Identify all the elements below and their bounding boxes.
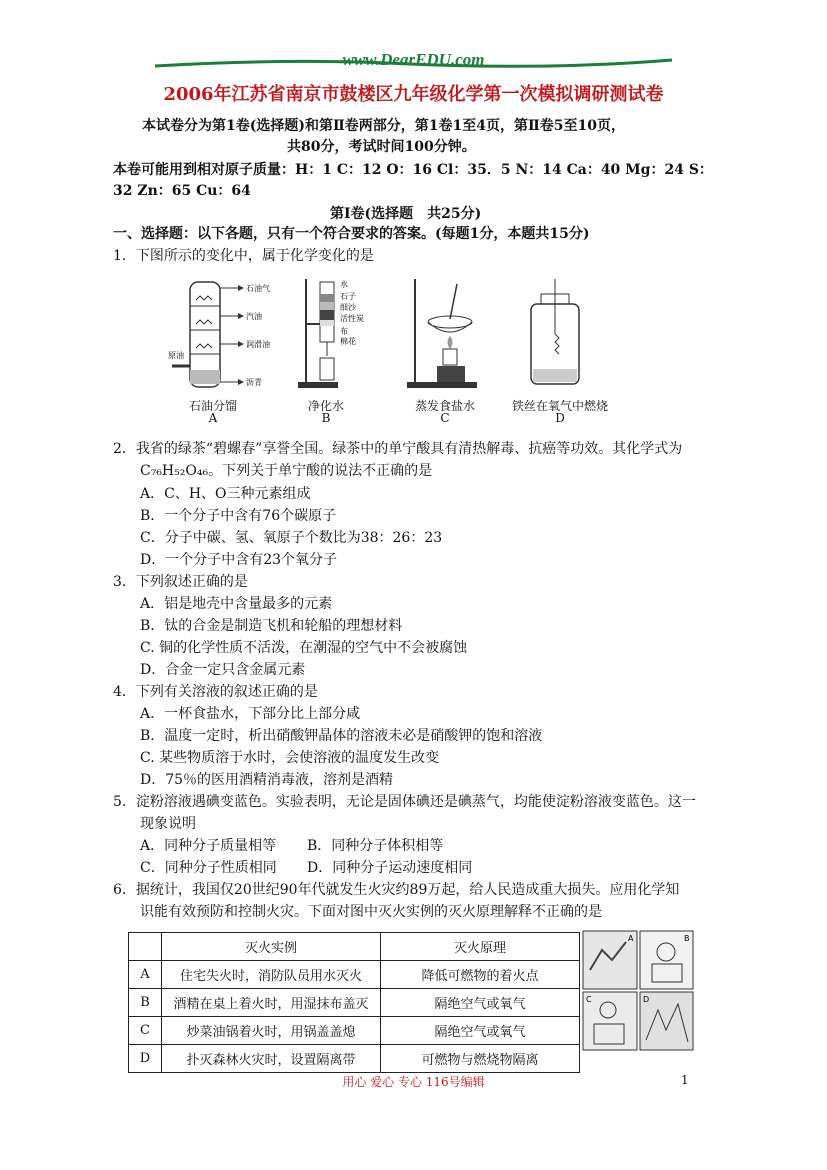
fig-a-caption: 石油分馏 bbox=[188, 399, 237, 413]
q3-stem: 3．下列叙述正确的是 bbox=[113, 574, 248, 590]
fire-table bbox=[128, 932, 580, 1073]
table-cell: 炒菜油锅着火时，用锅盖盖熄 bbox=[162, 1017, 381, 1045]
pic-letter-b: B bbox=[684, 934, 690, 943]
table-row bbox=[129, 961, 580, 989]
table-header-row bbox=[129, 933, 580, 961]
q2-option-a: A．C、H、O三种元素组成 bbox=[140, 486, 311, 502]
q5-option-c: C．同种分子性质相同 bbox=[140, 860, 277, 876]
fig-b-letter: B bbox=[321, 411, 331, 425]
q6-stem-2: 识能有效预防和控制火灾。下面对图中灭火实例的灭火原理解释不正确的是 bbox=[140, 904, 602, 920]
table-cell: B bbox=[129, 989, 162, 1017]
fig-a-label-4: 沥青 bbox=[246, 378, 262, 387]
q2-option-b: B．一个分子中含有76个碳原子 bbox=[140, 508, 337, 524]
table-cell: 可燃物与燃烧物隔离 bbox=[381, 1045, 580, 1073]
fig-b-label-1: 石子 bbox=[340, 292, 356, 301]
fig-d-letter: D bbox=[555, 411, 565, 425]
q2-formula: C₇₆H₅₂O₄₆ bbox=[140, 463, 209, 479]
pic-letter-a: A bbox=[628, 934, 634, 943]
fig-a-label-1: 汽油 bbox=[246, 312, 262, 321]
fig-iron-burning bbox=[515, 274, 595, 399]
q2-option-d: D．一个分子中含有23个氧分子 bbox=[140, 552, 338, 568]
table-row bbox=[129, 1045, 580, 1073]
q6-stem-1: 6．据统计，我国仅20世纪90年代就发生火灾约89万起，给人民造成重大损失。应用化学知 bbox=[113, 882, 680, 898]
fig-b-label-4: 布 bbox=[340, 327, 348, 336]
q4-stem: 4．下列有关溶液的叙述正确的是 bbox=[113, 684, 318, 700]
table-cell: 降低可燃物的着火点 bbox=[381, 961, 580, 989]
fig-a-label-0: 石油气 bbox=[246, 284, 270, 293]
table-header bbox=[129, 933, 162, 961]
table-cell: C bbox=[129, 1017, 162, 1045]
q5-option-b: B．同种分子体积相等 bbox=[307, 838, 444, 854]
q5-stem-2: 现象说明 bbox=[140, 816, 196, 832]
table-header: 灭火原理 bbox=[381, 933, 580, 961]
table-cell: 酒精在桌上着火时，用湿抹布盖灭 bbox=[162, 989, 381, 1017]
fig-c-letter: C bbox=[440, 411, 450, 425]
q2-option-c: C．分子中碳、氢、氧原子个数比为38：26：23 bbox=[140, 530, 443, 546]
table-row bbox=[129, 989, 580, 1017]
fig-a-label-2: 润滑油 bbox=[246, 340, 270, 349]
section-title: 第Ⅰ卷(选择题 共25分) bbox=[330, 206, 482, 222]
intro-line-2: 共80分，考试时间100分钟。 bbox=[287, 139, 476, 155]
q2-stem-2 bbox=[140, 460, 432, 480]
fig-b-caption: 净化水 bbox=[307, 399, 344, 413]
atomic-mass-line-2: 32 Zn：65 Cu：64 bbox=[113, 183, 251, 199]
q3-option-d: D．合金一定只含金属元素 bbox=[140, 662, 306, 678]
table-cell: 住宅失火时，消防队员用水灭火 bbox=[162, 961, 381, 989]
fig-evaporation bbox=[405, 274, 485, 399]
table-cell: 隔绝空气或氧气 bbox=[381, 1017, 580, 1045]
fig-b-label-3: 活性炭 bbox=[340, 314, 364, 323]
q2-stem-1: 2．我省的绿茶“碧螺春”享誉全国。绿茶中的单宁酸具有清热解毒、抗癌等功效。其化学式为 bbox=[113, 441, 683, 457]
page-number: 1 bbox=[681, 1073, 689, 1087]
fire-illustrations bbox=[582, 930, 694, 1052]
q2-stem-2-text: 。下列关于单宁酸的说法不正确的是 bbox=[208, 463, 433, 479]
fig-b-label-5: 棉花 bbox=[340, 337, 356, 346]
fig-a-label-3: 原油 bbox=[168, 351, 184, 360]
footer-slogan: 用心 爱心 专心 116号编辑 bbox=[342, 1075, 485, 1089]
pic-letter-c: C bbox=[586, 995, 592, 1004]
section-instruction: 一、选择题：以下各题，只有一个符合要求的答案。(每题1分，本题共15分) bbox=[113, 226, 590, 242]
q4-option-a: A．一杯食盐水，下部分比上部分咸 bbox=[140, 706, 361, 722]
q3-option-c: C. 铜的化学性质不活泼，在潮湿的空气中不会被腐蚀 bbox=[140, 640, 468, 656]
fig-c-caption: 蒸发食盐水 bbox=[414, 399, 475, 413]
exam-title: 2006年江苏省南京市鼓楼区九年级化学第一次模拟调研测试卷 bbox=[163, 84, 664, 105]
fig-oil-distillation bbox=[168, 274, 278, 399]
q5-option-a: A．同种分子质量相等 bbox=[140, 838, 277, 854]
atomic-mass-line-1: 本卷可能用到相对原子质量：H：1 C：12 O：16 Cl：35．5 N：14 Ca：40 Mg：24 S： bbox=[113, 162, 713, 178]
pic-letter-d: D bbox=[643, 995, 650, 1004]
table-cell: A bbox=[129, 961, 162, 989]
table-header: 灭火实例 bbox=[162, 933, 381, 961]
fig-a-letter: A bbox=[208, 411, 218, 425]
q3-option-a: A．铝是地壳中含量最多的元素 bbox=[140, 596, 333, 612]
fig-b-label-2: 细沙 bbox=[340, 303, 356, 312]
fig-d-caption: 铁丝在氧气中燃烧 bbox=[511, 399, 608, 413]
q5-stem-1: 5．淀粉溶液遇碘变蓝色。实验表明，无论是固体碘还是碘蒸气，均能使淀粉溶液变蓝色。这一 bbox=[113, 794, 696, 810]
q4-option-d: D．75％的医用酒精消毒液，溶剂是酒精 bbox=[140, 772, 394, 788]
fig-b-label-0: 水 bbox=[340, 280, 348, 289]
table-cell: D bbox=[129, 1045, 162, 1073]
brand-logo: www.DearEDU.com bbox=[342, 50, 485, 69]
table-cell: 隔绝空气或氧气 bbox=[381, 989, 580, 1017]
table-cell: 扑灭森林火灾时，设置隔离带 bbox=[162, 1045, 381, 1073]
q3-option-b: B．钛的合金是制造飞机和轮船的理想材料 bbox=[140, 618, 403, 634]
q4-option-c: C. 某些物质溶于水时，会使溶液的温度发生改变 bbox=[140, 750, 440, 766]
table-row bbox=[129, 1017, 580, 1045]
fig-water-filter bbox=[296, 274, 376, 399]
q1-stem: 1．下图所示的变化中，属于化学变化的是 bbox=[113, 248, 374, 264]
q5-option-d: D．同种分子运动速度相同 bbox=[307, 860, 473, 876]
intro-line-1: 本试卷分为第1卷(选择题)和第Ⅱ卷两部分，第1卷1至4页，第Ⅱ卷5至10页， bbox=[142, 118, 626, 134]
q4-option-b: B．温度一定时，析出硝酸钾晶体的溶液未必是硝酸钾的饱和溶液 bbox=[140, 728, 543, 744]
